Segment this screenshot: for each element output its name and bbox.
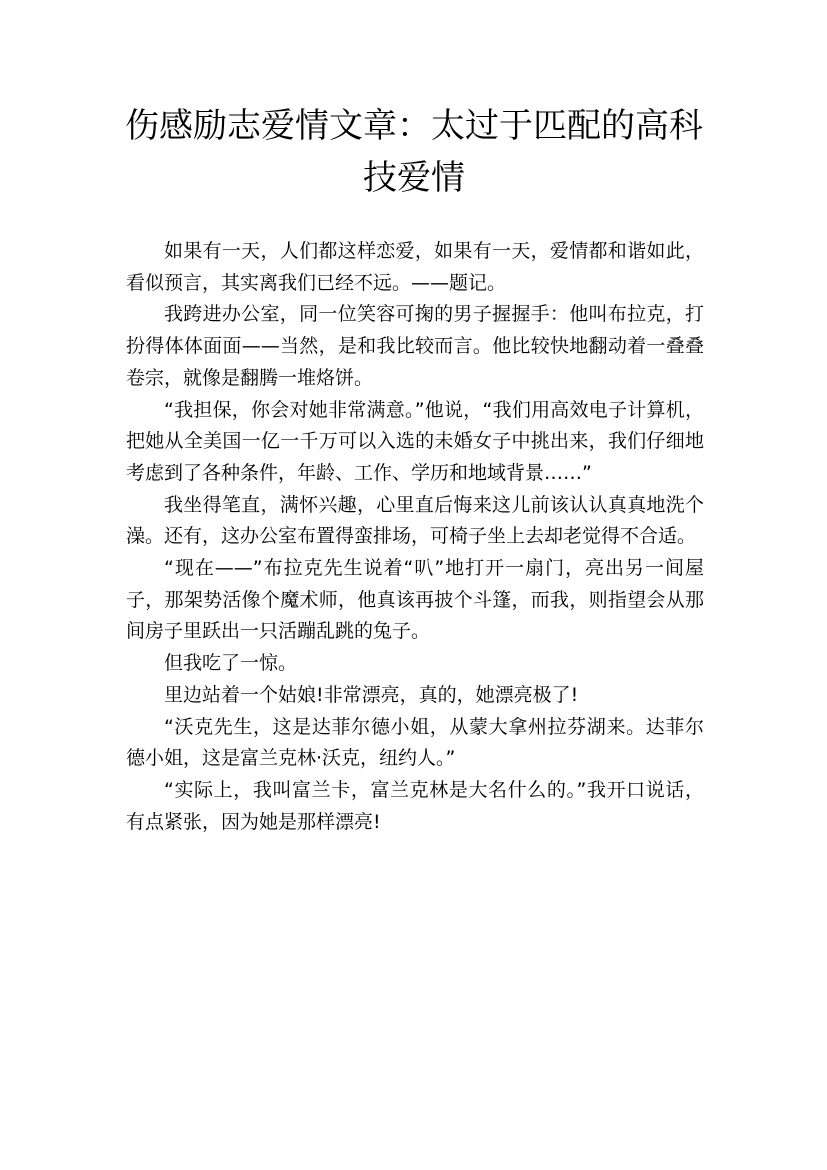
paragraph: 我跨进办公室，同一位笑容可掬的男子握握手：他叫布拉克，打扮得体体面面——当然，是和我比较而言。他比较快地翻动着一叠叠卷宗，就像是翻腾一堆烙饼。: [126, 303, 704, 389]
paragraph: 我坐得笔直，满怀兴趣，心里直后悔来这儿前该认认真真地洗个澡。还有，这办公室布置得蛮排场，可椅子坐上去却老觉得不合适。: [126, 493, 704, 548]
paragraph: 但我吃了一惊。: [164, 652, 298, 675]
paragraph: “我担保，你会对她非常满意。”他说，“我们用高效电子计算机，把她从全美国一亿一千万可以入选的未婚女子中挑出来，我们仔细地考虑到了各种条件，年龄、工作、学历和地域背景……”: [126, 398, 704, 484]
paragraph: “实际上，我叫富兰卡，富兰克林是大名什么的。”我开口说话，有点紧张，因为她是那样漂亮!: [126, 778, 704, 833]
paragraph: 如果有一天，人们都这样恋爱，如果有一天，爱情都和谐如此，看似预言，其实离我们已经不远。——题记。: [126, 240, 704, 294]
article-body: [126, 236, 704, 838]
document-title: 伤感励志爱情文章：太过于匹配的高科技爱情: [125, 106, 703, 198]
paragraph: “沃克先生，这是达菲尔德小姐，从蒙大拿州拉芬湖来。达菲尔德小姐，这是富兰克林·沃克，纽约人。”: [126, 715, 704, 770]
paragraph: “现在——”布拉克先生说着“叭”地打开一扇门，亮出另一间屋子，那架势活像个魔术师，他真该再披个斗篷，而我，则指望会从那间房子里跃出一只活蹦乱跳的兔子。: [126, 557, 704, 643]
paragraph: 里边站着一个姑娘!非常漂亮，真的，她漂亮极了!: [164, 683, 579, 706]
